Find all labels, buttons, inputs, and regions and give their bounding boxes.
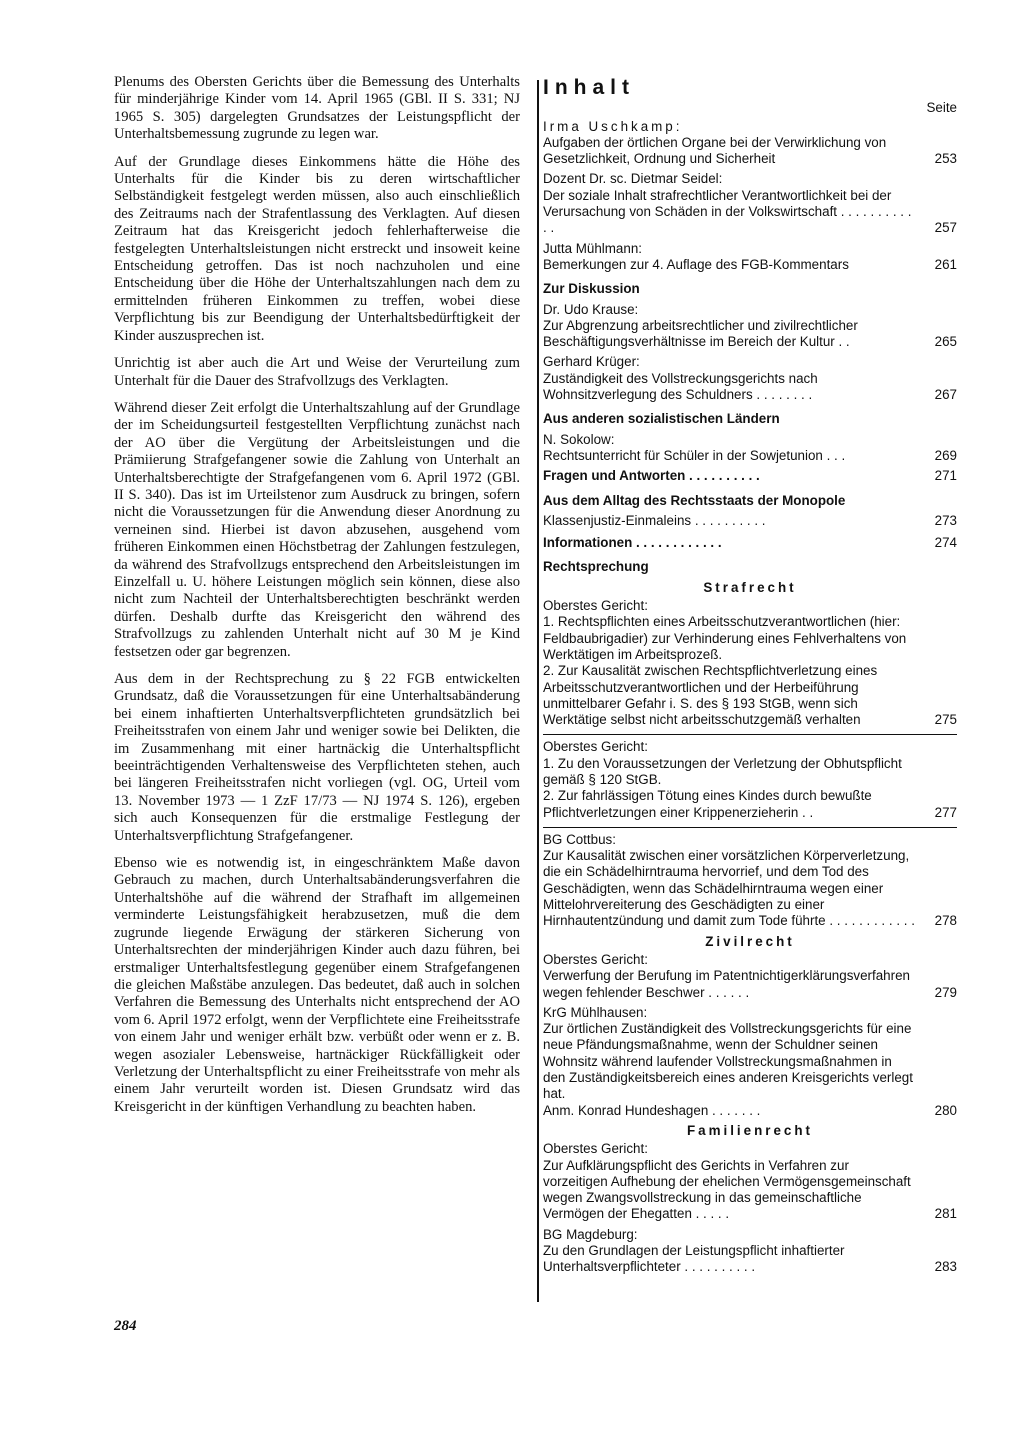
- article-paragraph: Ebenso wie es notwendig ist, in eingeschränktem Maße davon Gebrauch zu machen, durch Unterhaltsabänderungsverfahren die Unterhaltshöhe auf die während der Strafhaft im allgemeinen verminderte Leistungsfähigkeit herabzusetzen, muß die dem zugrunde liegende Erwägung der stärkeren Sicherung von Unterhaltsrechten der minderjährigen Kinder auch dazu führen, bei erstmaliger Unterhaltsfestlegung gegenüber einem Strafgefangenen die gleichen Maßstäbe anzulegen. Das bedeutet, daß auch in solchen Verfahren die Bemessung des Unterhalts nicht entsprechend der AO vom 6. April 1972 erfolgt, wenn der Verpflichtete eine Freiheitsstrafe von einem Jahr und weniger erhält bzw. verbüßt oder wenn er z. B. wegen asozialer Lebensweise, hartnäckiger Rückfälligkeit oder Verletzung der Unterhaltspflicht zu einer Freiheitsstrafe von mehr als einem Jahr verurteilt worden ist. Diesen Grundsatz wird das Kreisgericht in der künftigen Verhandlung zu beachten haben.: [114, 855, 520, 1115]
- entry-separator: [543, 827, 957, 828]
- toc-entry: [543, 1005, 957, 1103]
- toc-page: 273: [934, 512, 957, 528]
- section-informationen: Informationen . . . . . . . . . . . .: [543, 535, 722, 551]
- article-paragraph: Unrichtig ist aber auch die Art und Weise der Verurteilung zum Unterhalt für die Dauer des Strafvollzugs des Verklagten.: [114, 355, 520, 389]
- toc-page: 269: [934, 447, 957, 463]
- toc-entry: [543, 302, 957, 351]
- toc-court: Oberstes Gericht:: [543, 598, 648, 614]
- article-paragraph: Während dieser Zeit erfolgt die Unterhaltszahlung auf der Grundlage der im Scheidungsurteil festgestellten Verpflichtung zunächst nach der AO über die Vergütung der Arbeitsleistungen und die Prämiierung Strafgefangener sowie die Zahlung von Unterhalt an Unterhaltsberechtigte der Strafgefangenen vom 6. April 1972 (GBl. II S. 340). Das ist im Urteilstenor zum Ausdruck zu bringen, sofern nicht die Voraussetzungen für die Anwendung dieser Anordnung zu verneinen sind. Hierbei ist davon abzusehen, ausgehend vom früheren Einkommen einen Höchstbetrag der Zahlungen festzulegen, da während des Strafvollzugs entsprechend den Arbeitsleistungen im Einzelfall u. U. höhere Leistungen möglich sein können, diese also nicht zum Nachteil der Unterhaltsberechtigten beschränkt werden dürfen. Deshalb durfte das Kreisgericht den während des Strafvollzugs zu zahlenden Unterhalt nicht auf 30 M je Kind festsetzen oder gar begrenzen.: [114, 399, 520, 660]
- toc-title: Anm. Konrad Hundeshagen . . . . . . .: [543, 1102, 761, 1118]
- toc-entry: [543, 468, 957, 484]
- toc-heading: Inhalt: [543, 76, 635, 99]
- toc-court: KrG Mühlhausen:: [543, 1004, 648, 1020]
- toc-entry: [543, 598, 957, 728]
- subsection-strafrecht: Strafrecht: [703, 579, 797, 595]
- toc-title: 2. Zur fahrlässigen Tötung eines Kindes durch bewußte Pflichtverletzungen einer Krippenerzieherin . .: [543, 788, 872, 820]
- toc-entry: [543, 354, 957, 403]
- toc-title: Rechtsunterricht für Schüler in der Sowjetunion . . .: [543, 447, 846, 463]
- toc-title: 1. Rechtspflichten eines Arbeitsschutzverantwortlichen (hier: Feldbaubrigadier) zur Verhinderung eines Fehlverhaltens von Werktätigen im Arbeitsprozeß.: [543, 614, 907, 662]
- toc-title: Zur Kausalität zwischen einer vorsätzlichen Körperverletzung, die ein Schädelhirntrauma hervorrief, und dem Tod des Geschädigten, wenn das Schädelhirntrauma wegen einer Mittelohrvereiterung des Geschädigten zu einer Hirnhautentzündung und damit zum Tode führte . . . . . . . . . . . .: [543, 848, 915, 929]
- column-divider: [537, 80, 539, 1302]
- toc-entry: [543, 1141, 957, 1222]
- entry-separator: [543, 734, 957, 735]
- toc-page: 253: [934, 151, 957, 167]
- article-column: [114, 74, 520, 1126]
- section-aus-anderen-laendern: Aus anderen sozialistischen Ländern: [543, 411, 780, 427]
- toc-author: Dr. Udo Krause:: [543, 301, 639, 317]
- toc-page: 281: [934, 1206, 957, 1222]
- subsection-zivilrecht: Zivilrecht: [705, 933, 795, 949]
- toc-entry: [543, 739, 957, 820]
- article-paragraph: Aus dem in der Rechtsprechung zu § 22 FGB entwickelten Grundsatz, daß die Voraussetzungen für eine Unterhaltsabänderung bei einem inhaftierten Unterhaltsverpflichteten grundsätzlich bei Freiheitsstrafen von einem Jahr und weniger sowie bei Delikten, die im Zusammenhang mit einer hartnäckig die Unterhaltspflicht beeinträchtigenden Verhaltensweise des Verpflichteten stehen, auch bei längeren Freiheitsstrafen nicht vorliegen (vgl. OG, Urteil vom 13. November 1973 — 1 ZzF 17/73 — NJ 1974 S. 126), ergeben sich auch Konsequenzen für die erstmalige Festlegung der Unterhaltsverpflichtung Strafgefangener.: [114, 671, 520, 844]
- toc-page: 280: [934, 1102, 957, 1118]
- toc-title: Aufgaben der örtlichen Organe bei der Verwirklichung von Gesetzlichkeit, Ordnung und Sicherheit: [543, 134, 887, 167]
- toc-page: 275: [934, 712, 957, 728]
- toc-court: BG Cottbus:: [543, 831, 616, 847]
- toc-title: Der soziale Inhalt strafrechtlicher Verantwortlichkeit bei der Verursachung von Schäden in der Volkswirtschaft . . . . . . . . . . . .: [543, 187, 912, 236]
- toc-author: Irma Uschkamp:: [543, 118, 683, 134]
- toc-title: Verwerfung der Berufung im Patentnichtigerklärungsverfahren wegen fehlender Beschwer . . . . . .: [543, 968, 910, 1000]
- subsection-familienrecht: Familienrecht: [686, 1122, 814, 1138]
- toc-title: Zur örtlichen Zuständigkeit des Vollstreckungsgerichts für eine neue Pfändungsmaßnahme, wenn der Schuldner seinen Wohnsitz während laufender Vollstreckungsmaßnahmen in den Zuständigkeitsbereich eines anderen Kreisgerichts verlegt hat.: [543, 1021, 913, 1102]
- toc-page: 283: [934, 1259, 957, 1275]
- toc-author: N. Sokolow:: [543, 431, 615, 447]
- toc-author: Dozent Dr. sc. Dietmar Seidel:: [543, 171, 723, 187]
- toc-court: Oberstes Gericht:: [543, 1141, 648, 1157]
- toc-court: Oberstes Gericht:: [543, 951, 648, 967]
- toc-title: Zur Abgrenzung arbeitsrechtlicher und zivilrechtlicher Beschäftigungsverhältnisse im Bereich der Kultur . .: [543, 317, 858, 350]
- toc-entry: [543, 952, 957, 1001]
- toc-entry: [543, 241, 957, 274]
- table-of-contents: [543, 76, 957, 1280]
- toc-page: 265: [934, 334, 957, 350]
- article-paragraph: Auf der Grundlage dieses Einkommens hätte die Höhe des Unterhalts für die Kinder bis zu deren wirtschaftlicher Selbständigkeit festgelegt werden müssen, also auch einschließlich des Zeitraums nach der Strafentlassung des Verklagten. Auf diesen Zeitraum hat das Kreisgericht jedoch fehlerhafterweise die festgelegten Unterhaltsleistungen nicht erstreckt und insoweit keine Entscheidung getroffen. Das ist noch nachzuholen und eine Entscheidung über die Höhe der Unterhaltszahlungen nach dem zu ermittelnden früheren Einkommen zu treffen, wobei diese Verpflichtung bis zur Beendigung der Unterhaltsbedürftigkeit der Kinder auszusprechen ist.: [114, 153, 520, 344]
- toc-page: 274: [934, 535, 957, 551]
- toc-title: Klassenjustiz-Einmaleins . . . . . . . . . .: [543, 512, 766, 528]
- toc-entry: [543, 171, 957, 236]
- section-zur-diskussion: Zur Diskussion: [543, 281, 640, 297]
- toc-page: 267: [934, 387, 957, 403]
- seite-label: Seite: [926, 100, 957, 116]
- page-number: 284: [114, 1318, 137, 1334]
- toc-entry: [543, 832, 957, 930]
- toc-entry: [543, 432, 957, 465]
- toc-page: 257: [934, 220, 957, 236]
- toc-entry: [543, 535, 957, 551]
- toc-title: Zuständigkeit des Vollstreckungsgerichts nach Wohnsitzverlegung des Schuldners . . . . . . . .: [543, 370, 818, 403]
- toc-title: 2. Zur Kausalität zwischen Rechtspflichtverletzung eines Arbeitsschutzverantwortlichen und der Herbeiführung unmittelbarer Gefahr i. S. des § 193 StGB, wenn sich Werktätige selbst nicht arbeitsschutzgemäß verhalten: [543, 663, 878, 728]
- toc-entry: [543, 1227, 957, 1276]
- toc-page: 278: [934, 913, 957, 929]
- toc-page: 271: [934, 468, 957, 484]
- toc-title: 1. Zu den Voraussetzungen der Verletzung der Obhutspflicht gemäß § 120 StGB.: [543, 755, 902, 787]
- toc-page: 261: [934, 256, 957, 272]
- section-rechtsprechung: Rechtsprechung: [543, 559, 649, 575]
- toc-title: Zur Aufklärungspflicht des Gerichts in Verfahren zur vorzeitigen Aufhebung der ehelichen Vermögensgemeinschaft wegen Zwangsvollstreckung in das gemeinschaftliche Vermögen der Ehegatten . . . . .: [543, 1157, 911, 1222]
- toc-page: 279: [934, 984, 957, 1000]
- section-alltag: Aus dem Alltag des Rechtsstaats der Monopole: [543, 492, 846, 508]
- toc-entry: [543, 1103, 957, 1119]
- toc-court: BG Magdeburg:: [543, 1226, 638, 1242]
- toc-court: Oberstes Gericht:: [543, 739, 648, 755]
- toc-entry: [543, 119, 957, 168]
- toc-author: Jutta Mühlmann:: [543, 240, 642, 256]
- article-paragraph: Plenums des Obersten Gerichts über die Bemessung des Unterhalts für minderjährige Kinder vom 14. April 1965 (GBl. II S. 331; NJ 1965 S. 305) dargelegten Grundsatzes der Leistungspflicht der Unterhaltsbemessung zugrunde zu legen war.: [114, 74, 520, 143]
- section-fragen: Fragen und Antworten . . . . . . . . . .: [543, 468, 760, 484]
- toc-title: Zu den Grundlagen der Leistungspflicht inhaftierter Unterhaltsverpflichteter . . . . . . . . . .: [543, 1243, 845, 1275]
- toc-entry: [543, 513, 957, 529]
- toc-author: Gerhard Krüger:: [543, 354, 640, 370]
- toc-page: 277: [934, 804, 957, 820]
- toc-title: Bemerkungen zur 4. Auflage des FGB-Kommentars: [543, 256, 849, 272]
